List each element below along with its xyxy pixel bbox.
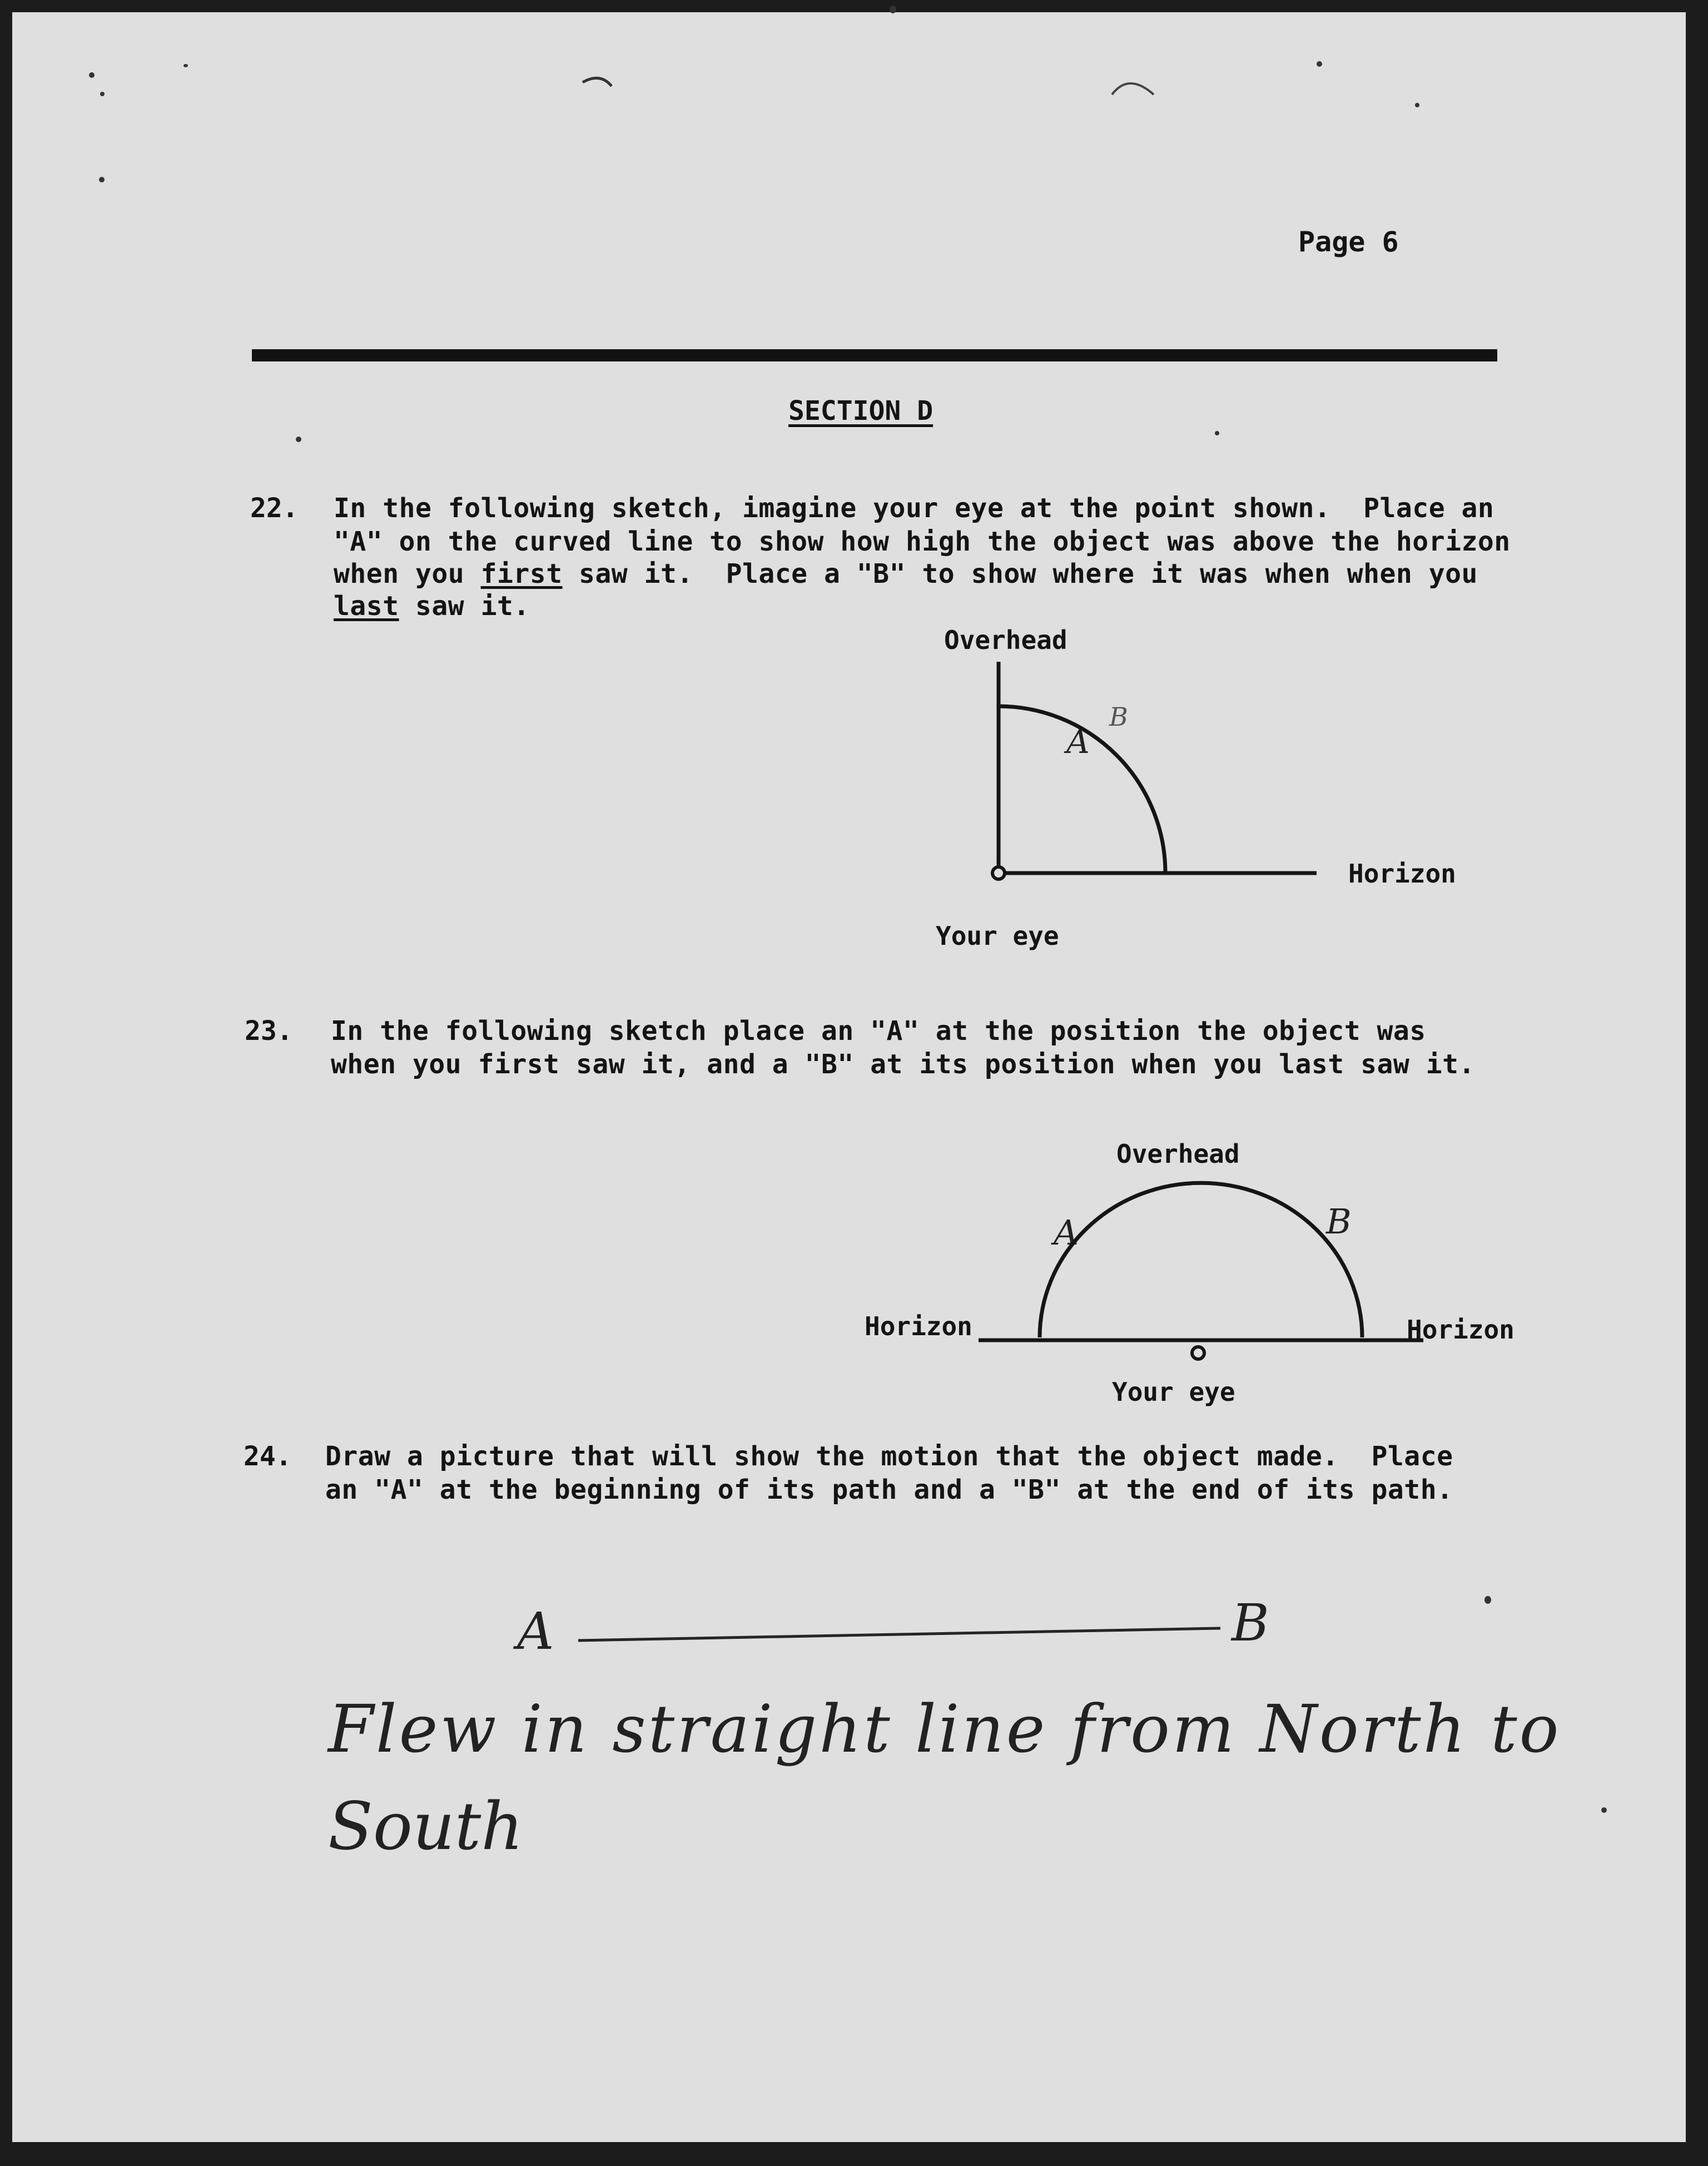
- scan-artifact: [1112, 83, 1154, 95]
- sketch-22-arc: [999, 706, 1165, 873]
- sketch-22-horizon-label: Horizon: [1348, 859, 1456, 889]
- question-22-line-4-end: saw it.: [399, 591, 530, 622]
- question-22-number: 22.: [250, 493, 299, 524]
- question-23-line-1: In the following sketch place an "A" at the position the object was: [331, 1015, 1426, 1047]
- question-24-line-1: Draw a picture that will show the motion that the object made. Place: [325, 1441, 1453, 1472]
- sketch-23-eye-point: [1192, 1347, 1204, 1359]
- sketch-22-handwritten-b: B: [1109, 702, 1128, 732]
- drawing-24-handwritten-a: A: [517, 1602, 554, 1661]
- page-number: Page 6: [1298, 226, 1399, 258]
- sketch-23-handwritten-a: A: [1054, 1212, 1079, 1253]
- question-24-number: 24.: [244, 1441, 292, 1472]
- emphasis-last: last: [334, 591, 399, 622]
- sketch-22-your-eye-label: Your eye: [936, 921, 1059, 951]
- question-23-line-2: when you first saw it, and a "B" at its position when you last saw it.: [331, 1049, 1475, 1080]
- sketch-22-eye-point: [992, 867, 1005, 879]
- sketch-22-overhead-label: Overhead: [944, 625, 1068, 655]
- sketch-22-handwritten-a: A: [1066, 723, 1090, 761]
- sketch-23-arc: [1040, 1183, 1362, 1337]
- question-22-line-3-end: saw it. Place a "B" to show where it was when when you: [562, 558, 1478, 589]
- drawing-24-motion-line: [578, 1628, 1220, 1640]
- sketch-23-overhead-label: Overhead: [1116, 1139, 1240, 1169]
- sketch-23-your-eye-label: Your eye: [1112, 1377, 1235, 1407]
- drawing-24-handwritten-b: B: [1232, 1593, 1269, 1653]
- sketch-23-horizon-right-label: Horizon: [1407, 1315, 1515, 1345]
- question-22-line-3-start: when you: [334, 558, 481, 589]
- question-23-number: 23.: [245, 1015, 293, 1047]
- question-22-line-1: In the following sketch, imagine your eye at the point shown. Place an: [334, 493, 1494, 524]
- scan-artifact: [583, 78, 612, 86]
- question-24-line-2: an "A" at the beginning of its path and a "B" at the end of its path.: [325, 1474, 1453, 1505]
- sketch-23-handwritten-b: B: [1326, 1201, 1352, 1242]
- handwritten-note-line-2: South: [328, 1788, 524, 1865]
- question-22-line-2: "A" on the curved line to show how high the object was above the horizon: [334, 526, 1511, 557]
- section-title: SECTION D: [788, 395, 934, 427]
- emphasis-first: first: [480, 558, 563, 589]
- handwritten-note-line-1: Flew in straight line from North to: [328, 1691, 1561, 1767]
- sketch-23-horizon-left-label: Horizon: [865, 1311, 972, 1341]
